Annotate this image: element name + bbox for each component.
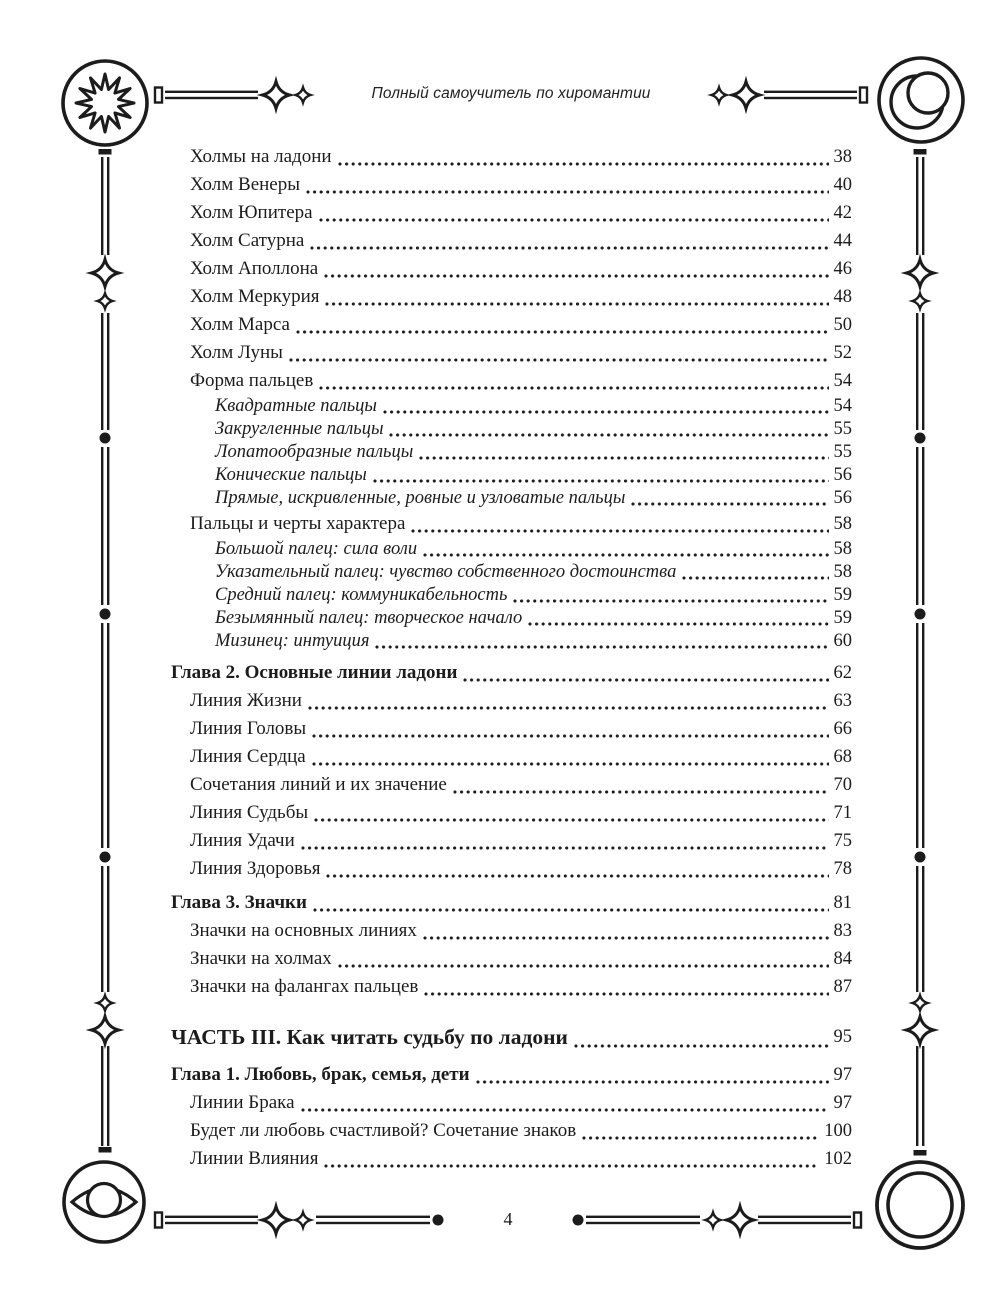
toc-entry-page: 54 bbox=[833, 396, 852, 416]
toc-entry-label: Холм Венеры bbox=[190, 174, 301, 195]
dot-leader bbox=[306, 190, 828, 194]
dot-leader bbox=[411, 529, 828, 533]
dot-leader bbox=[463, 678, 828, 682]
toc-entry-label: Значки на фалангах пальцев bbox=[190, 976, 419, 997]
toc-entry-page: 50 bbox=[833, 315, 852, 335]
toc-entry-page: 42 bbox=[833, 203, 852, 223]
toc-entry-page: 58 bbox=[833, 539, 852, 559]
toc-entry-label: Лопатообразные пальцы bbox=[215, 442, 414, 462]
toc-entry-label: Глава 1. Любовь, брак, семья, дети bbox=[171, 1064, 470, 1085]
toc-entry bbox=[171, 607, 852, 630]
toc-entry-page: 97 bbox=[833, 1065, 852, 1085]
toc-entry-page: 58 bbox=[833, 514, 852, 534]
toc-entry-label: Холм Сатурна bbox=[190, 230, 305, 251]
toc-entry-page: 70 bbox=[833, 775, 852, 795]
toc-entry-page: 78 bbox=[833, 859, 852, 879]
toc-entry bbox=[171, 659, 852, 687]
toc-entry-page: 38 bbox=[833, 147, 852, 167]
toc-entry-page: 102 bbox=[824, 1149, 852, 1169]
toc-entry bbox=[171, 917, 852, 945]
dot-leader bbox=[312, 734, 828, 738]
toc-entry bbox=[171, 945, 852, 973]
dot-leader bbox=[319, 218, 829, 222]
dot-leader bbox=[313, 908, 829, 912]
toc-entry-label: Указательный палец: чувство собственного достоинства bbox=[215, 562, 677, 582]
toc-entry-label: Глава 3. Значки bbox=[171, 892, 307, 913]
toc-entry-page: 56 bbox=[833, 488, 852, 508]
toc-entry-label: Холм Аполлона bbox=[190, 258, 319, 279]
dot-leader bbox=[574, 1044, 829, 1048]
toc-entry bbox=[171, 715, 852, 743]
toc-list bbox=[171, 143, 852, 1173]
toc-entry-page: 56 bbox=[833, 465, 852, 485]
toc-entry-page: 58 bbox=[833, 562, 852, 582]
toc-entry bbox=[171, 311, 852, 339]
toc-entry-label: Холм Луны bbox=[190, 342, 283, 363]
toc-entry bbox=[171, 143, 852, 171]
toc-entry-label: Большой палец: сила воли bbox=[215, 539, 418, 559]
toc-entry-page: 40 bbox=[833, 175, 852, 195]
toc-entry-page: 46 bbox=[833, 259, 852, 279]
toc-entry bbox=[171, 584, 852, 607]
toc-entry-page: 52 bbox=[833, 343, 852, 363]
toc-entry-page: 84 bbox=[833, 949, 852, 969]
toc-entry bbox=[171, 630, 852, 653]
toc-entry-label: ЧАСТЬ III. Как читать судьбу по ладони bbox=[171, 1025, 568, 1049]
toc-entry-page: 59 bbox=[833, 585, 852, 605]
dot-leader bbox=[389, 433, 828, 437]
dot-leader bbox=[308, 706, 829, 710]
toc-entry-page: 95 bbox=[833, 1027, 852, 1047]
toc-entry-page: 62 bbox=[833, 663, 852, 683]
toc-entry-label: Линия Сердца bbox=[190, 746, 306, 767]
toc-entry-page: 55 bbox=[833, 442, 852, 462]
toc-entry-label: Линия Жизни bbox=[190, 690, 302, 711]
dot-leader bbox=[375, 645, 828, 649]
toc-entry-page: 75 bbox=[833, 831, 852, 851]
dot-leader bbox=[423, 553, 828, 557]
toc-entry-page: 71 bbox=[833, 803, 852, 823]
toc-entry-label: Глава 2. Основные линии ладони bbox=[171, 662, 458, 683]
toc-entry-label: Квадратные пальцы bbox=[215, 396, 377, 416]
dot-leader bbox=[324, 274, 828, 278]
toc-entry-label: Значки на основных линиях bbox=[190, 920, 417, 941]
right-border-rail bbox=[907, 149, 934, 1156]
toc-entry bbox=[171, 827, 852, 855]
toc-entry-label: Линия Здоровья bbox=[190, 858, 321, 879]
dot-leader bbox=[296, 330, 829, 334]
dot-leader bbox=[582, 1136, 819, 1140]
toc-entry bbox=[171, 464, 852, 487]
toc-entry-label: Холм Марса bbox=[190, 314, 290, 335]
toc-entry-label: Значки на холмах bbox=[190, 948, 332, 969]
toc-entry-label: Прямые, искривленные, ровные и узловатые пальцы bbox=[215, 488, 626, 508]
toc-entry-label: Холмы на ладони bbox=[190, 146, 332, 167]
dot-leader bbox=[319, 386, 828, 390]
toc-entry-label: Линия Удачи bbox=[190, 830, 295, 851]
toc-entry bbox=[171, 171, 852, 199]
eye-icon bbox=[64, 1162, 144, 1242]
toc-entry-page: 66 bbox=[833, 719, 852, 739]
toc-entry bbox=[171, 771, 852, 799]
dot-leader bbox=[326, 874, 828, 878]
toc-entry-page: 54 bbox=[833, 371, 852, 391]
toc-entry-label: Конические пальцы bbox=[215, 465, 367, 485]
toc-entry bbox=[171, 743, 852, 771]
dot-leader bbox=[338, 162, 829, 166]
toc-entry-label: Будет ли любовь счастливой? Сочетание знаков bbox=[190, 1120, 577, 1141]
toc-entry bbox=[171, 199, 852, 227]
toc-entry-label: Сочетания линий и их значение bbox=[190, 774, 447, 795]
toc-entry-label: Линия Судьбы bbox=[190, 802, 309, 823]
dot-leader bbox=[682, 576, 828, 580]
dot-leader bbox=[423, 936, 829, 940]
dot-leader bbox=[310, 246, 828, 250]
toc-entry-label: Холм Меркурия bbox=[190, 286, 320, 307]
toc-entry-page: 68 bbox=[833, 747, 852, 767]
full-moon-icon bbox=[877, 1162, 963, 1248]
left-border-rail bbox=[92, 149, 119, 1153]
toc-entry bbox=[171, 395, 852, 418]
dot-leader bbox=[513, 599, 828, 603]
dot-leader bbox=[476, 1080, 829, 1084]
toc-entry bbox=[171, 973, 852, 1001]
toc-entry-page: 60 bbox=[833, 631, 852, 651]
toc-entry-page: 63 bbox=[833, 691, 852, 711]
toc-entry-label: Холм Юпитера bbox=[190, 202, 313, 223]
dot-leader bbox=[314, 818, 828, 822]
dot-leader bbox=[373, 479, 829, 483]
sun-icon bbox=[63, 61, 147, 145]
toc-entry-label: Линии Влияния bbox=[190, 1148, 319, 1169]
toc-entry-label: Линии Брака bbox=[190, 1092, 295, 1113]
dot-leader bbox=[325, 302, 828, 306]
dot-leader bbox=[338, 964, 829, 968]
toc-entry bbox=[171, 339, 852, 367]
toc-entry bbox=[171, 561, 852, 584]
toc-entry-page: 100 bbox=[824, 1121, 852, 1141]
toc-entry bbox=[171, 687, 852, 715]
dot-leader bbox=[324, 1164, 819, 1168]
toc-entry bbox=[171, 1117, 852, 1145]
toc-entry bbox=[171, 487, 852, 510]
toc-entry bbox=[171, 227, 852, 255]
toc-entry-page: 55 bbox=[833, 419, 852, 439]
running-head-title: Полный самоучитель по хиромантии bbox=[371, 85, 651, 102]
toc-entry bbox=[171, 367, 852, 395]
toc-entry-page: 83 bbox=[833, 921, 852, 941]
toc-entry-page: 44 bbox=[833, 231, 852, 251]
toc-entry bbox=[171, 1019, 852, 1055]
toc-entry-page: 59 bbox=[833, 608, 852, 628]
dot-leader bbox=[419, 456, 828, 460]
dot-leader bbox=[453, 790, 829, 794]
toc-entry bbox=[171, 799, 852, 827]
toc-entry-label: Форма пальцев bbox=[190, 370, 314, 391]
toc-entry-label: Закругленные пальцы bbox=[215, 419, 384, 439]
toc-entry-label: Мизинец: интуиция bbox=[215, 631, 370, 651]
toc-entry-page: 48 bbox=[833, 287, 852, 307]
toc-entry bbox=[171, 889, 852, 917]
dot-leader bbox=[301, 1108, 829, 1112]
toc-entry bbox=[171, 1061, 852, 1089]
toc-entry bbox=[171, 538, 852, 561]
dot-leader bbox=[383, 410, 829, 414]
dot-leader bbox=[301, 846, 829, 850]
toc-entry-page: 97 bbox=[833, 1093, 852, 1113]
toc-entry-label: Средний палец: коммуникабельность bbox=[215, 585, 508, 605]
dot-leader bbox=[631, 502, 828, 506]
toc-entry-label: Линия Головы bbox=[190, 718, 307, 739]
dot-leader bbox=[312, 762, 829, 766]
toc-entry bbox=[171, 441, 852, 464]
dot-leader bbox=[424, 992, 828, 996]
toc-entry bbox=[171, 283, 852, 311]
toc-entry-page: 81 bbox=[833, 893, 852, 913]
toc-entry-label: Безымянный палец: творческое начало bbox=[215, 608, 523, 628]
page-number: 4 bbox=[503, 1209, 513, 1229]
toc-entry-page: 87 bbox=[833, 977, 852, 997]
toc-entry bbox=[171, 510, 852, 538]
toc-entry bbox=[171, 855, 852, 883]
toc-entry bbox=[171, 255, 852, 283]
dot-leader bbox=[289, 358, 829, 362]
toc-entry-label: Пальцы и черты характера bbox=[190, 513, 406, 534]
toc-entry bbox=[171, 1089, 852, 1117]
dot-leader bbox=[528, 622, 828, 626]
toc-entry bbox=[171, 1145, 852, 1173]
toc-entry bbox=[171, 418, 852, 441]
